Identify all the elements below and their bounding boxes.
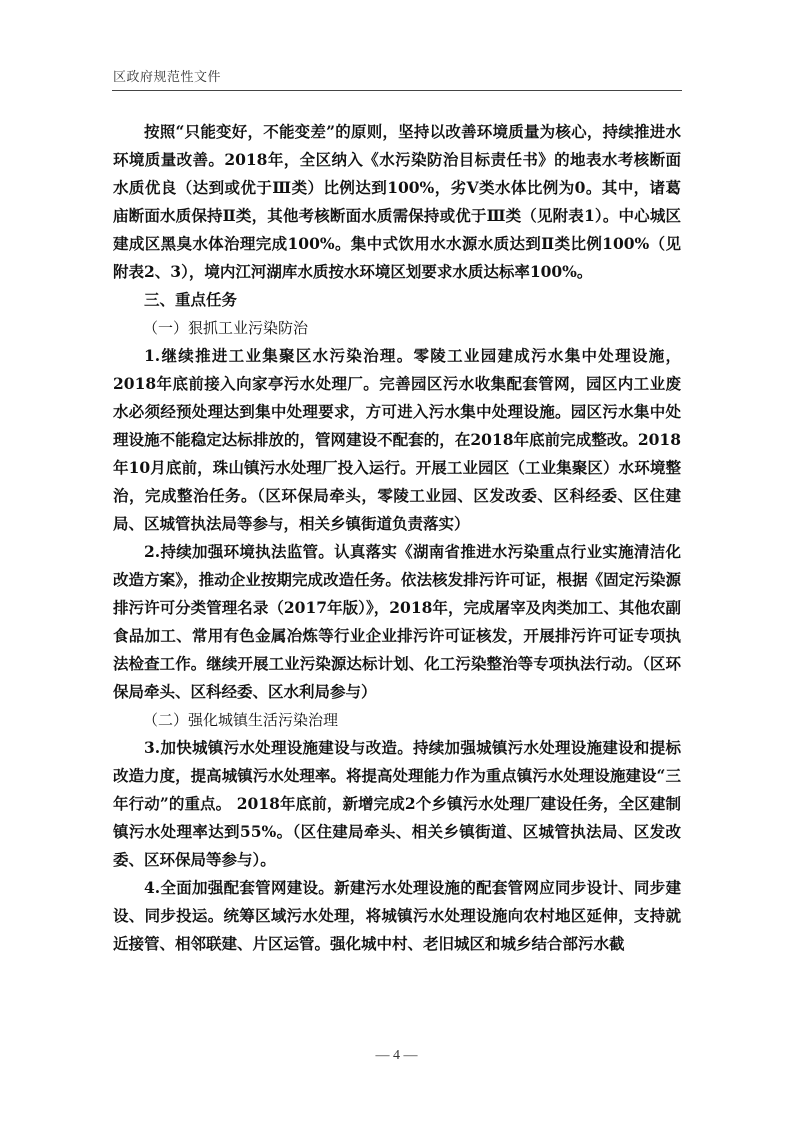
subsection-heading-industrial: （一）狠抓工业污染防治 [143,319,309,337]
paragraph-task-1: 1.继续推进工业集聚区水污染治理。零陵工业园建成污水集中处理设施，2018年底前接入向家亭污水处理厂。完善园区污水收集配套管网，园区内工业废水必须经预处理达到集中处理要求，方可进入污水集中处理设施。园区污水集中处理设施不能稳定达标排放的，管网建设不配套的，在2018年底前完成整改。2018年10月底前，珠山镇污水处理厂投入运行。开展工业园区（工业集聚区）水环境整治，完成整治任务。（区环保局牵头，零陵工业园、区发改委、区科经委、区住建局、区城管执法局等参与，相关乡镇街道负责落实） [113,346,681,533]
page-number: — 4 — [375,1048,418,1063]
document-body [113,118,681,958]
section-heading-key-tasks: 三、重点任务 [144,290,238,309]
document-header: 区政府规范性文件 [113,70,222,85]
paragraph-task-2: 2.持续加强环境执法监管。认真落实《湖南省推进水污染重点行业实施清洁化改造方案》，推动企业按期完成改造任务。依法核发排污许可证，根据《固定污染源排污许可分类管理名录（2017年版）》，2018年，完成屠宰及肉类加工、其他农副食品加工、常用有色金属冶炼等行业企业排污许可证核发，开展排污许可证专项执法检查工作。继续开展工业污染源达标计划、化工污染整治等专项执法行动。（区环保局牵头、区科经委、区水利局参与） [113,542,681,701]
subsection-heading-urban: （二）强化城镇生活污染治理 [143,711,339,729]
paragraph-task-4: 4.全面加强配套管网建设。新建污水处理设施的配套管网应同步设计、同步建设、同步投运。统筹区域污水处理，将城镇污水处理设施向农村地区延伸，支持就近接管、相邻联建、片区运管。强化城中村、老旧城区和城乡结合部污水截 [113,878,681,953]
header-divider [112,90,682,91]
paragraph-task-3: 3.加快城镇污水处理设施建设与改造。持续加强城镇污水处理设施建设和提标改造力度，提高城镇污水处理率。将提高处理能力作为重点镇污水处理设施建设“三年行动”的重点。 2018年底前，新增完成2个乡镇污水处理厂建设任务，全区建制镇污水处理率达到55%。（区住建局牵头、相关乡镇街道、区城管执法局、区发改委、区环保局等参与）。 [113,738,681,869]
paragraph-goals: 按照“只能变好，不能变差”的原则，坚持以改善环境质量为核心，持续推进水环境质量改善。2018年，全区纳入《水污染防治目标责任书》的地表水考核断面水质优良（达到或优于Ⅲ类）比例达到100%，劣Ⅴ类水体比例为0。其中，诸葛庙断面水质保持Ⅱ类，其他考核断面水质需保持或优于Ⅲ类（见附表1）。中心城区建成区黑臭水体治理完成100%。集中式饮用水水源水质达到Ⅱ类比例100%（见附表2、3），境内江河湖库水质按水环境区划要求水质达标率100%。 [113,122,681,281]
